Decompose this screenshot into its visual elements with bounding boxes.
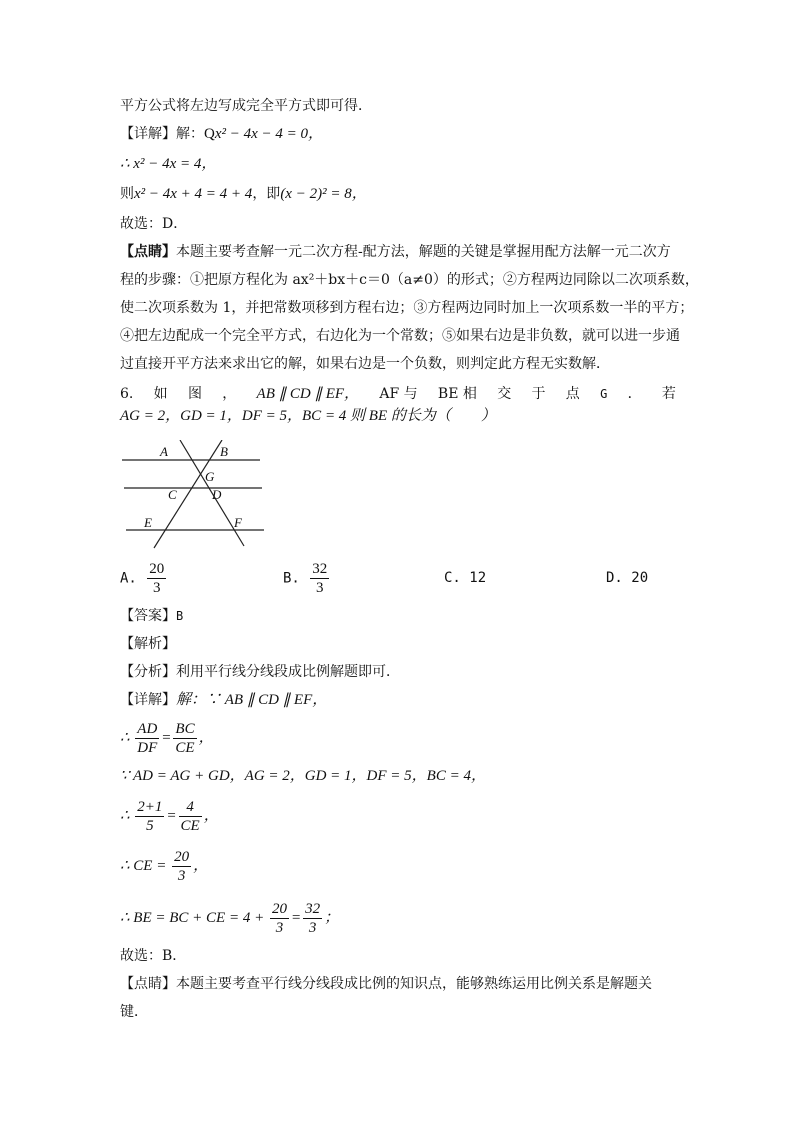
lhs: BE = BC + CE = 4 + xyxy=(133,910,265,926)
question-text-part: AB ∥ CD ∥ EF， xyxy=(256,386,360,402)
question-text-part: ． xyxy=(627,386,642,402)
fraction xyxy=(172,848,191,885)
point-label-f: F xyxy=(234,515,242,530)
fraction xyxy=(270,900,289,937)
therefore-symbol: ∴ xyxy=(120,858,130,874)
solution-text: 解：∵ AB ∥ CD ∥ EF， xyxy=(176,692,328,708)
answer-line xyxy=(120,606,183,626)
final-note-line xyxy=(120,974,652,994)
option-letter: C. xyxy=(444,570,461,586)
note-line: ④把左边配成一个完全平方式，右边化为一个常数；⑤如果右边是非负数，就可以进一步通 xyxy=(120,328,680,344)
answer-tag: 【答案】 xyxy=(120,608,176,624)
denominator: DF xyxy=(137,740,158,757)
step-1 xyxy=(120,718,214,758)
question-text-part: AF 与 xyxy=(379,386,418,402)
note-line: 程的步骤：①把原方程化为 ax²＋bx＋c＝0（a≠0）的形式；②方程两边同除以二次项系数， xyxy=(120,272,699,288)
option-c[interactable] xyxy=(444,570,486,586)
point-label-d: D xyxy=(212,487,222,502)
therefore-symbol: ∴ xyxy=(120,910,130,926)
fraction xyxy=(135,720,159,757)
numerator: BC xyxy=(175,721,195,738)
denominator: 3 xyxy=(308,920,317,937)
denominator: 3 xyxy=(153,580,161,596)
punct: ； xyxy=(324,910,340,926)
numerator: 20 xyxy=(271,901,287,918)
question-text-part: BE 相 xyxy=(437,386,477,402)
text-mid: ，即 xyxy=(252,186,281,202)
numerator: 2+1 xyxy=(137,799,163,816)
option-d[interactable] xyxy=(606,570,648,586)
question-text-part: 点 xyxy=(565,386,580,402)
note-line: 使二次项系数为 1，并把常数项移到方程右边；③方程两边同时加上一次项系数一半的平方； xyxy=(120,300,694,316)
fraction xyxy=(173,720,196,757)
note-line: 过直接开平方法来求出它的解，如果右边是一个负数，则判定此方程无实数解． xyxy=(120,356,610,372)
fenxi-tag: 【分析】 xyxy=(120,664,176,680)
equals: = xyxy=(161,730,172,746)
fenxi-text: 利用平行线分线段成比例解题即可． xyxy=(176,664,400,680)
question-text-part: 若 xyxy=(661,386,676,402)
lhs: CE = xyxy=(133,858,167,874)
question-6-line-2 xyxy=(120,406,496,426)
point-label-e: E xyxy=(144,515,152,530)
note-text: 本题主要考查平行线分线段成比例的知识点，能够熟练运用比例关系是解题关 xyxy=(176,976,652,992)
note-tag: 【点睛】 xyxy=(120,244,176,260)
question-text-part: G xyxy=(600,387,608,401)
question-text-part: ， xyxy=(222,386,237,402)
equals: = xyxy=(166,808,177,824)
detail-tag: 【详解】 xyxy=(120,126,176,142)
option-fraction xyxy=(310,560,329,597)
question-text-part: 交 xyxy=(497,386,512,402)
geometry-figure xyxy=(118,440,268,552)
detail-line xyxy=(120,124,323,144)
option-value: 12 xyxy=(469,570,487,586)
numerator: 20 xyxy=(174,849,190,866)
equation: x² − 4x − 4 = 0， xyxy=(214,126,324,142)
fenxi-line xyxy=(120,662,400,682)
text-line: 平方公式将左边写成完全平方式即可得． xyxy=(120,98,372,114)
denominator: 3 xyxy=(275,920,284,937)
equation-line xyxy=(120,184,367,204)
q-symbol: Q xyxy=(204,126,215,142)
fraction xyxy=(179,798,202,835)
detail-intro: 解： xyxy=(176,126,204,142)
question-text-part: 于 xyxy=(531,386,546,402)
option-letter: B. xyxy=(283,570,300,587)
option-a[interactable] xyxy=(120,560,168,597)
fraction xyxy=(303,900,322,937)
denominator: CE xyxy=(180,818,200,835)
note-line xyxy=(120,242,671,262)
option-value: 20 xyxy=(631,570,649,586)
denominator: CE xyxy=(175,740,195,757)
denominator: 3 xyxy=(316,580,324,596)
question-number: 6. xyxy=(120,386,134,402)
equation: (x − 2)² = 8， xyxy=(280,186,367,202)
final-note-line: 键． xyxy=(120,1004,148,1020)
numerator: 32 xyxy=(305,901,321,918)
step-4 xyxy=(120,846,208,886)
question-text: AG = 2，GD = 1，DF = 5，BC = 4 则 BE 的长为（ ） xyxy=(120,408,496,424)
equation: ∴ x² − 4x = 4， xyxy=(120,156,217,172)
fraction xyxy=(135,798,164,835)
numerator: AD xyxy=(137,721,158,738)
step-3 xyxy=(120,796,219,836)
option-fraction xyxy=(147,560,166,597)
numerator: 4 xyxy=(179,798,202,817)
point-label-a: A xyxy=(160,444,168,459)
equals: = xyxy=(290,910,302,926)
point-label-b: B xyxy=(220,444,228,459)
option-letter: A. xyxy=(120,570,137,587)
option-letter: D. xyxy=(606,570,623,586)
point-label-c: C xyxy=(168,487,177,502)
question-text-part: 如 xyxy=(153,386,168,402)
punct: ， xyxy=(193,858,209,874)
choice-line: 故选：D． xyxy=(120,216,188,232)
question-text-part: 图 xyxy=(187,386,202,402)
numerator: 32 xyxy=(312,561,328,577)
punct: ， xyxy=(203,808,219,824)
equation: x² − 4x + 4 = 4 + 4 xyxy=(134,186,253,202)
answer-value: B xyxy=(176,609,184,623)
option-b[interactable] xyxy=(283,560,331,597)
analysis-tag: 【解析】 xyxy=(120,636,176,652)
step-2: ∵ AD = AG + GD，AG = 2，GD = 1，DF = 5，BC = 4， xyxy=(120,768,486,784)
solution-tag: 【详解】 xyxy=(120,692,176,708)
note-tag: 【点睛】 xyxy=(120,976,176,992)
step-5 xyxy=(120,898,339,938)
point-label-g: G xyxy=(205,469,215,484)
question-6-line xyxy=(120,384,676,404)
solution-intro xyxy=(120,690,327,710)
note-text: 本题主要考查解一元二次方程-配方法，解题的关键是掌握用配方法解一元二次方 xyxy=(176,244,671,260)
numerator: 20 xyxy=(149,561,165,577)
denominator: 5 xyxy=(146,818,154,835)
choice-line: 故选：B． xyxy=(120,948,187,964)
therefore-symbol: ∴ xyxy=(120,808,130,824)
denominator: 3 xyxy=(177,868,186,885)
text-prefix: 则 xyxy=(120,186,134,202)
punct: ， xyxy=(198,730,214,746)
therefore-symbol: ∴ xyxy=(120,730,130,746)
